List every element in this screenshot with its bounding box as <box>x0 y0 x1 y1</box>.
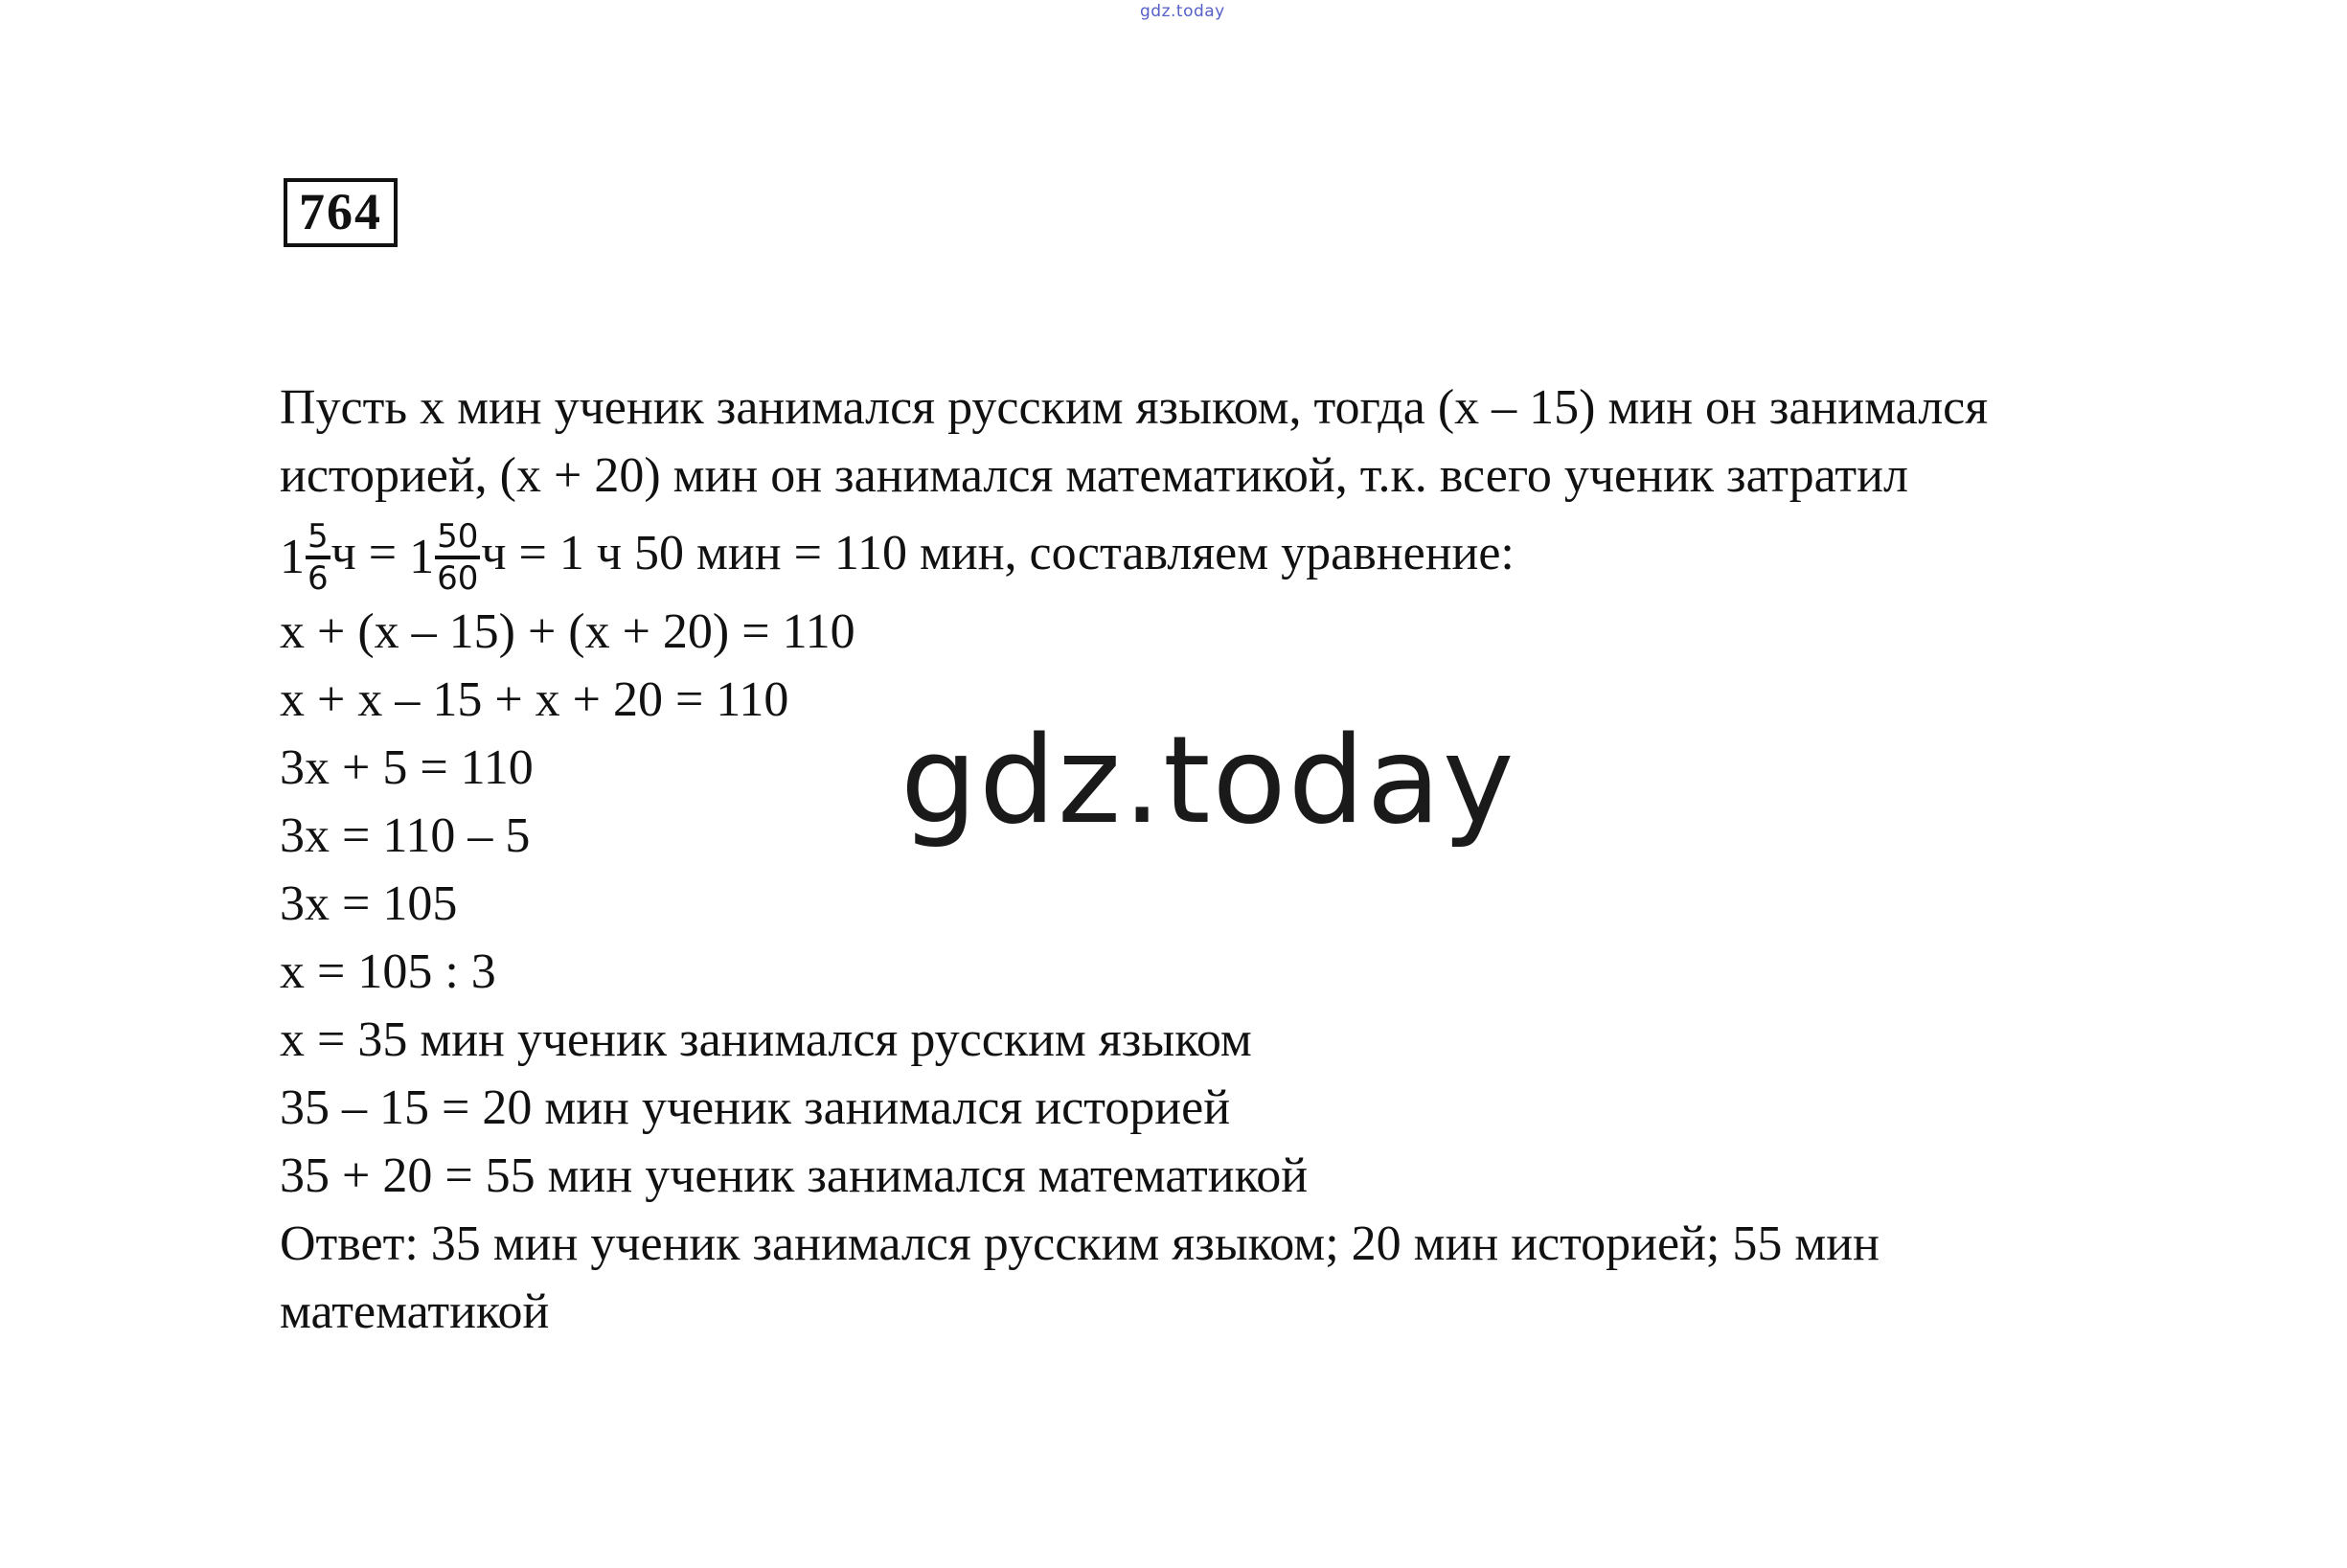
hours-unit: ч = <box>330 526 410 580</box>
task-number-box: 764 <box>284 178 398 247</box>
mixed-whole-1: 1 <box>280 530 305 585</box>
solution-intro: Пусть х мин ученик занимался русским языком, тогда (х – 15) мин он занимался историей, (х + 20) мин он занимался математикой, т.к. всего ученик затратил <box>280 380 1989 503</box>
result-line: 35 – 15 = 20 мин ученик занимался историей <box>280 1080 1231 1135</box>
fraction-numerator: 50 <box>435 517 480 559</box>
equation-line: 3х = 105 <box>280 876 458 931</box>
equation-line: х + х – 15 + х + 20 = 110 <box>280 672 789 727</box>
mixed-whole-2: 1 <box>409 530 435 585</box>
watermark-logo: gdz.today <box>900 710 1516 851</box>
equation-line: х = 105 : 3 <box>280 944 496 999</box>
fraction-50-60 <box>435 517 480 598</box>
fraction-numerator: 5 <box>306 517 330 559</box>
site-header-link[interactable]: gdz.today <box>1140 2 1225 21</box>
result-line: 35 + 20 = 55 мин ученик занимался математикой <box>280 1148 1309 1203</box>
result-line: х = 35 мин ученик занимался русским языком <box>280 1012 1252 1067</box>
answer-line: Ответ: 35 мин ученик занимался русским языком; 20 мин историей; 55 мин математикой <box>280 1216 1880 1339</box>
equation-line: 3х + 5 = 110 <box>280 740 534 795</box>
fraction-denominator: 60 <box>437 559 479 599</box>
fraction-5-6 <box>306 517 330 598</box>
equation-line: 3х = 110 – 5 <box>280 808 531 863</box>
equation-line: х + (х – 15) + (х + 20) = 110 <box>280 604 855 659</box>
fraction-denominator: 6 <box>308 559 329 599</box>
time-conversion-line <box>280 511 2196 599</box>
conversion-rest: ч = 1 ч 50 мин = 110 мин, составляем уравнение: <box>481 526 1515 580</box>
solution-body <box>280 374 2196 1346</box>
